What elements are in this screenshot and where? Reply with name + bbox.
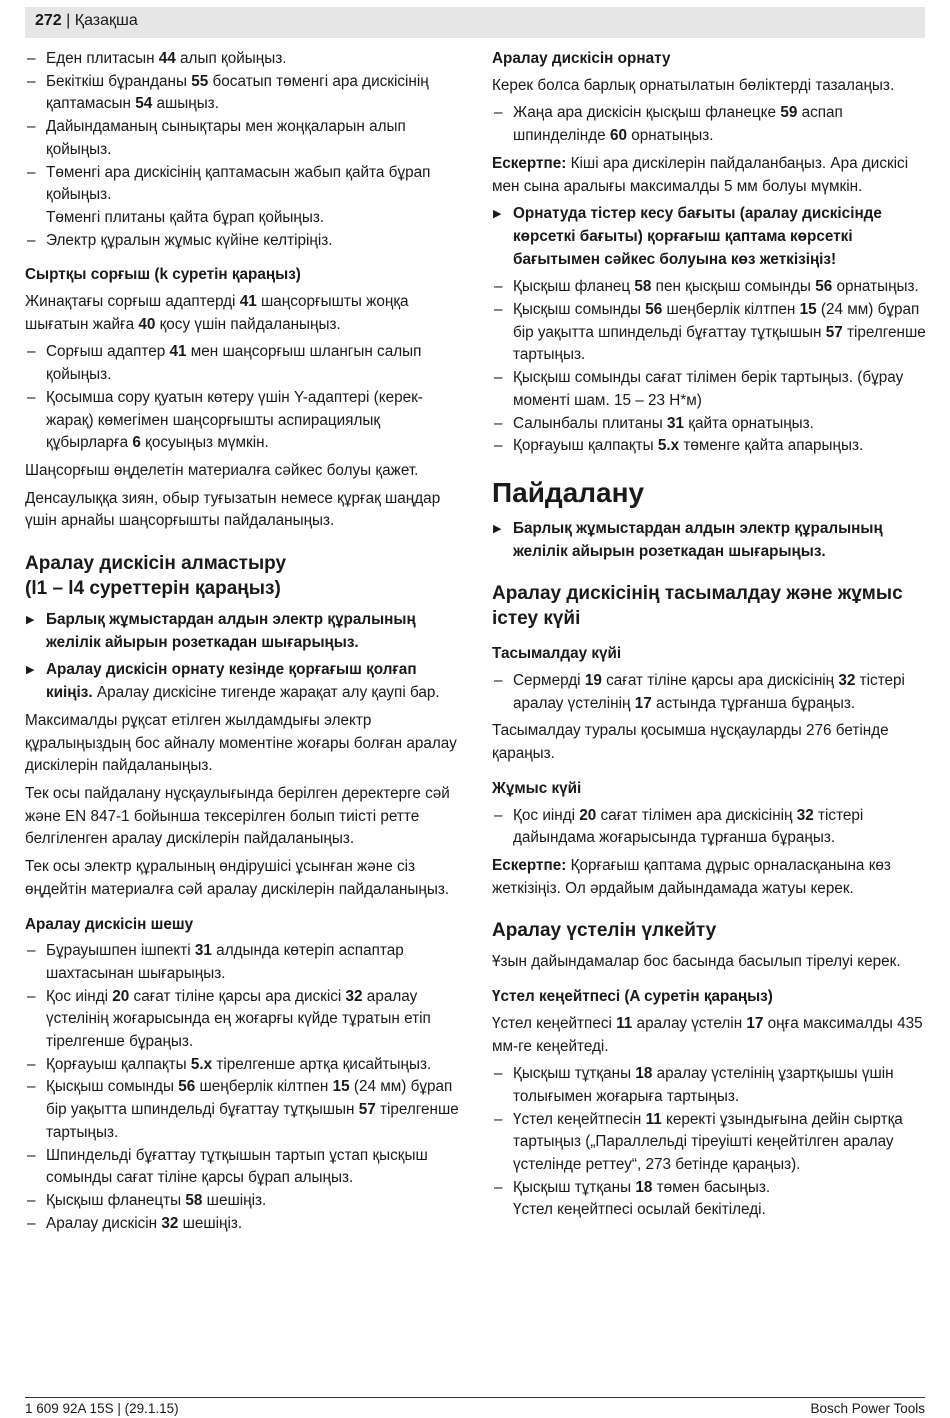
list-item: – Қысқыш сомынды сағат тілімен берік тартыңыз. (бұрау моменті шам. 15 – 23 Н*м) xyxy=(492,367,926,412)
paragraph: Үстел кеңейтпесі 11 аралау үстелін 17 оңға максималды 435 мм-ге кеңейтеді. xyxy=(492,1014,923,1055)
list-item: – Дайындаманың сынықтары мен жоңқаларын алып қойыңыз. xyxy=(25,116,465,161)
list-item: – Қорғауыш қалпақты 5.x тірелгенше артқа қисайтыңыз. xyxy=(25,1054,465,1077)
section-heading: Аралау дискісін орнату xyxy=(492,50,671,67)
warning-item: ▶ Барлық жұмыстардан алдын электр құралының желілік айырын розеткадан шығарыңыз. xyxy=(492,518,926,563)
right-column xyxy=(492,48,926,1222)
list-item: – Қорғауыш қалпақты 5.x төменге қайта апарыңыз. xyxy=(492,435,926,458)
list-item: – Қысқыш тұтқаны 18 төмен басыңыз. xyxy=(492,1177,926,1200)
list-item: – Қос иінді 20 сағат тіліне қарсы ара дискісі 32 аралау үстелінің жоғарысында ең жоғарғы күйде тұратын етіп тірелгенше бұраңыз. xyxy=(25,986,465,1054)
list-item: – Салынбалы плитаны 31 қайта орнатыңыз. xyxy=(492,413,926,436)
list-item: – Жаңа ара дискісін қысқыш фланецке 59 аспап шпинделінде 60 орнатыңыз. xyxy=(492,102,926,147)
left-column xyxy=(25,48,465,1235)
list-item: – Қысқыш сомынды 56 шеңберлік кілтпен 15 (24 мм) бұрап бір уақытта шпиндельді бұғаттау тұтқышын 57 тірелгенше тартыңыз. xyxy=(25,1076,465,1144)
paragraph: Керек болса барлық орнатылатын бөліктерді тазалаңыз. xyxy=(492,76,895,94)
list-item: – Аралау дискісін 32 шешіңіз. xyxy=(25,1213,465,1236)
header-sep: | xyxy=(66,12,71,29)
list-item: – Электр құралын жұмыс күйіне келтіріңіз. xyxy=(25,230,465,253)
list-item: – Шпиндельді бұғаттау тұтқышын тартып ұстап қысқыш сомынды сағат тіліне қарсы бұрап алыңыз. xyxy=(25,1145,465,1190)
paragraph: Тек осы электр құралының өндірушісі ұсынған және сіз өңдейтін материалға сәй аралау дискілерін пайдаланыңыз. xyxy=(25,858,450,898)
section-title: Аралау дискісінің тасымалдау және жұмыс істеу күйі xyxy=(492,583,903,630)
list-item: – Қос иінді 20 сағат тілімен ара дискісінің 32 тістері дайындама жоғарысында тұрғанша бұраңыз. xyxy=(492,805,926,850)
paragraph: Ұзын дайындамалар бос басында басылып тірелуі керек. xyxy=(492,953,901,971)
warning-item: ▶ Барлық жұмыстардан алдын электр құралының желілік айырын розеткадан шығарыңыз. xyxy=(25,609,465,654)
paragraph: Тек осы пайдалану нұсқаулығында берілген деректерге сәй және EN 847-1 бойынша тексерілген болып тиісті ретте белгіленген аралау дискілерін пайдаланыңыз. xyxy=(25,784,450,848)
footer-brand: Bosch Power Tools xyxy=(810,1401,925,1416)
paragraph: Денсаулыққа зиян, обыр туғызатын немесе құрғақ шаңдар үшін арнайы шаңсорғышты пайдаланыңыз. xyxy=(25,489,441,530)
list-item: – Төменгі ара дискісінің қаптамасын жабып қайта бұрап қойыңыз. xyxy=(25,162,465,207)
list-item: – Еден плитасын 44 алып қойыңыз. xyxy=(25,48,465,71)
list-item: – Қысқыш фланец 58 пен қысқыш сомынды 56 орнатыңыз. xyxy=(492,276,926,299)
note: Ескертпе: Кіші ара дискілерін пайдаланбаңыз. Ара дискісі мен сына аралығы максималды 5 мм болуы мүмкін. xyxy=(492,154,909,195)
list-continuation: Үстел кеңейтпесі осылай бекітіледі. xyxy=(513,1201,766,1219)
list-item: – Бұрауышпен ішпекті 31 алдында көтеріп аспаптар шахтасынан шығарыңыз. xyxy=(25,940,465,985)
warning-item: ▶ Орнатуда тістер кесу бағыты (аралау дискісінде көрсеткі бағыты) қорғағыш қаптама көрсеткі бағытымен сәйкес болуына көз жеткізіңіз! xyxy=(492,203,926,271)
section-heading: Аралау дискісін шешу xyxy=(25,915,194,933)
section-heading: Үстел кеңейтпесі (A суретін қараңыз) xyxy=(492,988,773,1006)
section-heading: Сыртқы сорғыш (k суретін қараңыз) xyxy=(25,266,301,284)
paragraph: Шаңсорғыш өңделетін материалға сәйкес болуы қажет. xyxy=(25,461,419,479)
section-title: Аралау үстелін үлкейту xyxy=(492,920,717,942)
footer-divider xyxy=(25,1397,925,1398)
list-continuation: Төменгі плитаны қайта бұрап қойыңыз. xyxy=(46,208,325,226)
page-header xyxy=(25,7,925,38)
list-item: – Сермерді 19 сағат тіліне қарсы ара дискісінің 32 тістері аралау үстелінің 17 астында тұрғанша бұраңыз. xyxy=(492,670,926,715)
page-number: 272 xyxy=(35,12,62,29)
paragraph: Тасымалдау туралы қосымша нұсқауларды 276 бетінде қараңыз. xyxy=(492,722,889,763)
note: Ескертпе: Қорғағыш қаптама дұрыс орналасқанына көз жеткізіңіз. Ол әрдайым дайындамада жатуы керек. xyxy=(492,856,891,897)
list-item: – Қысқыш тұтқаны 18 аралау үстелінің ұзартқышы үшін толығымен жоғарыға тартыңыз. xyxy=(492,1063,926,1108)
section-heading: Тасымалдау күйі xyxy=(492,645,622,663)
chapter-title: Пайдалану xyxy=(492,476,645,508)
list-item: – Сорғыш адаптер 41 мен шаңсорғыш шлангын салып қойыңыз. xyxy=(25,341,465,386)
list-item: – Қосымша сору қуатын көтеру үшін Y-адаптері (керек-жарақ) көмегімен шаңсорғышты аспирациялық құбырларға 6 қосуыңыз мүмкін. xyxy=(25,387,465,455)
section-title: Аралау дискісін алмастыру (l1 – l4 суреттерін қараңыз) xyxy=(25,553,287,600)
footer-doc-number: 1 609 92A 15S | (29.1.15) xyxy=(25,1401,179,1416)
header-language: Қазақша xyxy=(74,12,138,29)
paragraph: Жинақтағы сорғыш адаптерді 41 шаңсорғышты жоңқа шығатын жайға 40 қосу үшін пайдаланыңыз. xyxy=(25,293,409,333)
header-text xyxy=(35,12,138,30)
list-item: – Қысқыш фланецты 58 шешіңіз. xyxy=(25,1190,465,1213)
section-heading: Жұмыс күйі xyxy=(492,779,582,797)
list-item: – Үстел кеңейтпесін 11 керекті ұзындығына дейін сыртқа тартыңыз („Параллельді тіреуішті кеңейтілген аралау үстелінде реттеу“, 273 бетінде қараңыз). xyxy=(492,1109,926,1177)
paragraph: Максималды рұқсат етілген жылдамдығы электр құралыңыздың бос айналу моментіне жоғары болған аралау дискілерін пайдаланыңыз. xyxy=(25,711,457,775)
warning-item: ▶ Аралау дискісін орнату кезінде қорғағыш қолғап киіңіз. Аралау дискісіне тигенде жарақат алу қаупі бар. xyxy=(25,659,465,704)
list-item: – Қысқыш сомынды 56 шеңберлік кілтпен 15 (24 мм) бұрап бір уақытта шпиндельді бұғаттау тұтқышын 57 тірелгенше тартыңыз. xyxy=(492,299,926,367)
list-item: – Бекіткіш бұранданы 55 босатып төменгі ара дискісінің қаптамасын 54 ашыңыз. xyxy=(25,71,465,116)
